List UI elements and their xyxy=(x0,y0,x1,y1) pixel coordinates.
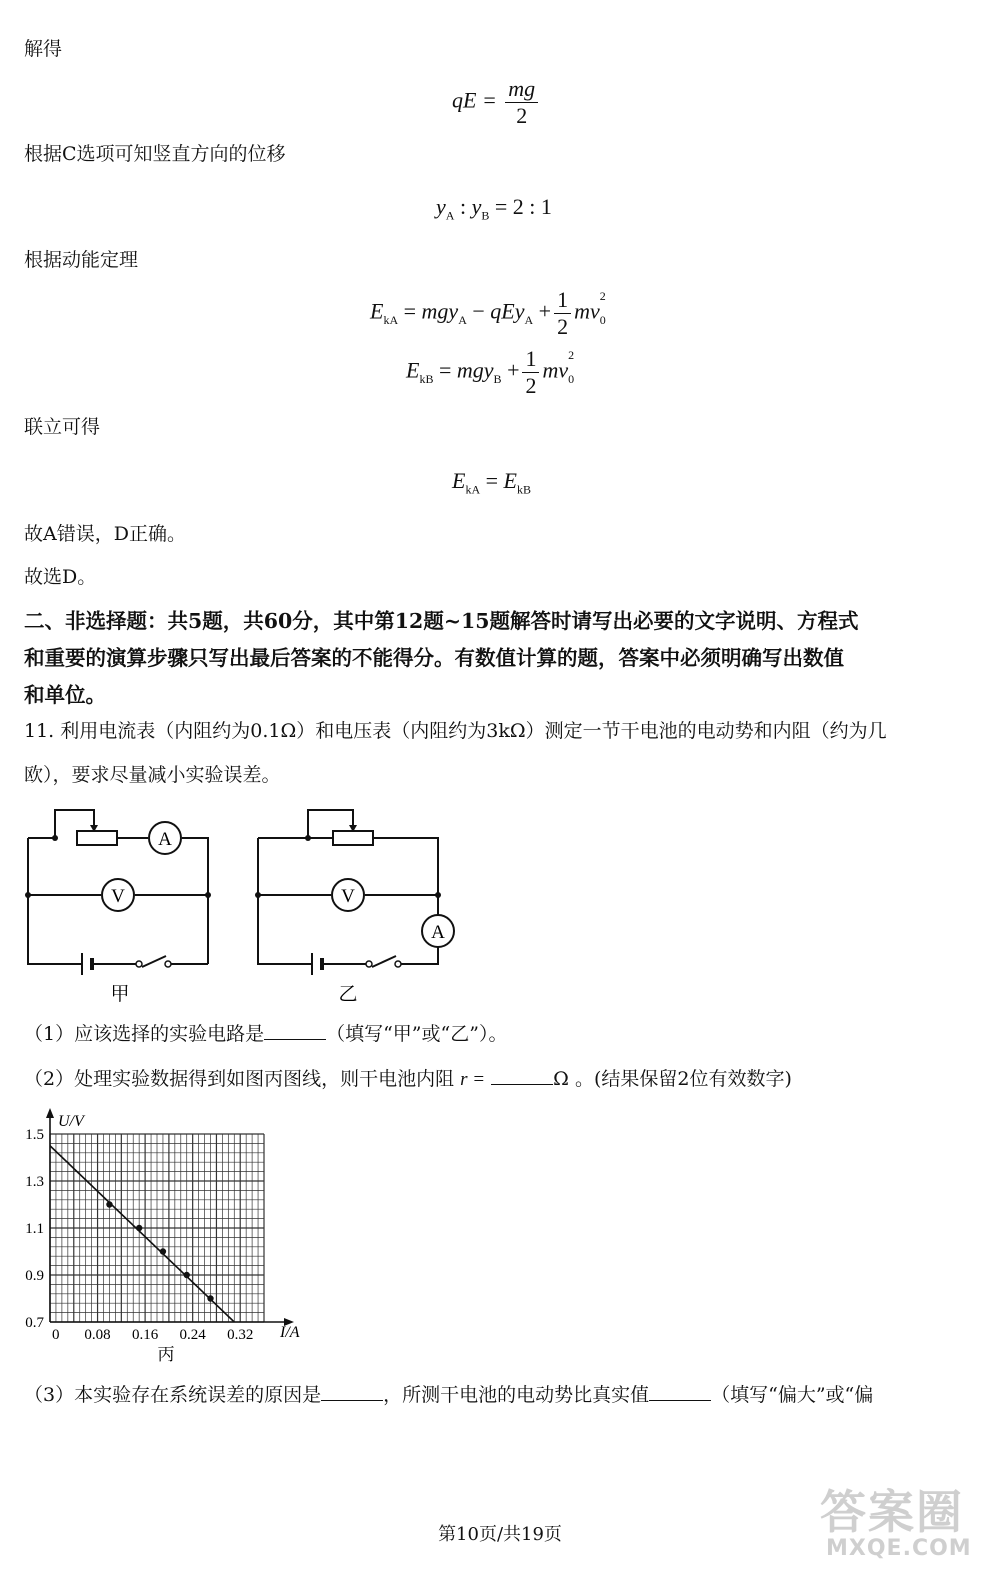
text-genju-c: 根据C选项可知竖直方向的位移 xyxy=(24,143,286,165)
equation-eka: $E_{kA} = mgy_A - qEy_A$ + $\frac{1}{2}$ $mv_0^2$ xyxy=(370,287,606,339)
q11-sub2-text: （2）处理实验数据得到如图丙图线，则干电池内阻 xyxy=(24,1068,455,1090)
q11-sub3 xyxy=(24,1382,873,1408)
x-tick-label: 0.32 xyxy=(227,1327,254,1343)
q11-sub3-text: （3）本实验存在系统误差的原因是 xyxy=(24,1384,322,1406)
section2-line2: 和重要的演算步骤只写出最后答案的不能得分。有数值计算的题，答案中必须明确写出数值 xyxy=(24,646,844,670)
circuit-jia-label: 甲 xyxy=(110,984,130,1005)
text-dongneng: 根据动能定理 xyxy=(24,249,139,271)
chart-axes xyxy=(46,1108,294,1326)
equation-qe: qE = $\frac{mg}{2}$ xyxy=(452,76,541,129)
circuit-yi xyxy=(248,798,468,1008)
x-tick-label: 0.24 xyxy=(179,1327,206,1343)
data-point xyxy=(184,1272,190,1278)
y-tick-label: 1.3 xyxy=(25,1174,44,1190)
x-axis-label: I/A xyxy=(280,1324,300,1341)
data-point xyxy=(207,1295,213,1301)
data-point xyxy=(136,1225,142,1231)
y-axis-label: U/V xyxy=(58,1113,84,1130)
section2-line1: 二、非选择题：共5题，共60分，其中第12题~15题解答时请写出必要的文字说明、方程式 xyxy=(24,609,859,633)
y-tick-label: 1.1 xyxy=(25,1221,44,1237)
q11-sub1-tail: （填写“甲”或“乙”）。 xyxy=(326,1023,508,1045)
equation-ratio: $y_A$ : $y_B = 2$ : 1 xyxy=(436,194,552,223)
text-conclusion: 故A错误，D正确。 xyxy=(24,523,186,545)
data-point xyxy=(160,1248,166,1254)
x-tick-label: 0 xyxy=(52,1327,60,1343)
y-tick-label: 0.9 xyxy=(25,1268,44,1284)
x-tick-label: 0.08 xyxy=(84,1327,111,1343)
q11-sub2 xyxy=(24,1066,792,1093)
watermark-url: MXQE.COM xyxy=(826,1536,972,1561)
chart-bing xyxy=(14,1104,324,1366)
equation-equal: $E_{kA} = E_{kB}$ xyxy=(452,468,532,497)
text-jiede: 解得 xyxy=(24,38,63,60)
circuit-yi-label: 乙 xyxy=(338,984,358,1005)
voltmeter-yi-label: V xyxy=(341,886,355,907)
answer-blank-1[interactable] xyxy=(264,1021,326,1040)
voltmeter-jia-label: V xyxy=(111,886,125,907)
q11-sub2-tail: Ω 。(结果保留2位有效数字) xyxy=(553,1068,792,1090)
y-axis-arrow xyxy=(46,1108,54,1118)
chart-grid xyxy=(50,1134,264,1322)
q11-line1: 11. 利用电流表（内阻约为0.1Ω）和电压表（内阻约为3kΩ）测定一节干电池的电动势和内阻（约为几 xyxy=(24,720,887,742)
y-tick-label: 0.7 xyxy=(25,1315,44,1331)
rheostat-jia xyxy=(77,831,117,845)
rheostat-yi xyxy=(333,831,373,845)
data-point xyxy=(106,1201,112,1207)
ammeter-yi-label: A xyxy=(431,922,445,943)
page-footer: 第10页/共19页 xyxy=(438,1524,562,1545)
circuit-jia xyxy=(18,798,228,1008)
ammeter-jia-label: A xyxy=(158,829,172,850)
chart-title: 丙 xyxy=(157,1345,175,1364)
answer-blank-2[interactable] xyxy=(491,1066,553,1085)
answer-blank-4[interactable] xyxy=(649,1382,711,1401)
q11-sub2-r: r = xyxy=(460,1069,486,1090)
watermark-logo: 答案圈 xyxy=(820,1485,964,1539)
q11-sub3-tail: （填写“偏大”或“偏 xyxy=(711,1384,874,1406)
q11-sub3-mid: ，所测干电池的电动势比真实值 xyxy=(383,1384,650,1406)
y-tick-label: 1.5 xyxy=(25,1127,44,1143)
q11-sub1-text: （1）应该选择的实验电路是 xyxy=(24,1023,265,1045)
q11-line2: 欧），要求尽量减小实验误差。 xyxy=(24,764,281,786)
q11-sub1 xyxy=(24,1021,507,1047)
fit-line xyxy=(50,1146,234,1322)
text-lianli: 联立可得 xyxy=(24,416,101,438)
equation-ekb: $E_{kB} = mgy_B$ + $\frac{1}{2}$ $mv_0^2$ xyxy=(406,346,575,398)
text-choose: 故选D。 xyxy=(24,566,97,588)
section2-line3: 和单位。 xyxy=(24,683,106,707)
answer-blank-3[interactable] xyxy=(321,1382,383,1401)
x-tick-label: 0.16 xyxy=(131,1327,159,1343)
